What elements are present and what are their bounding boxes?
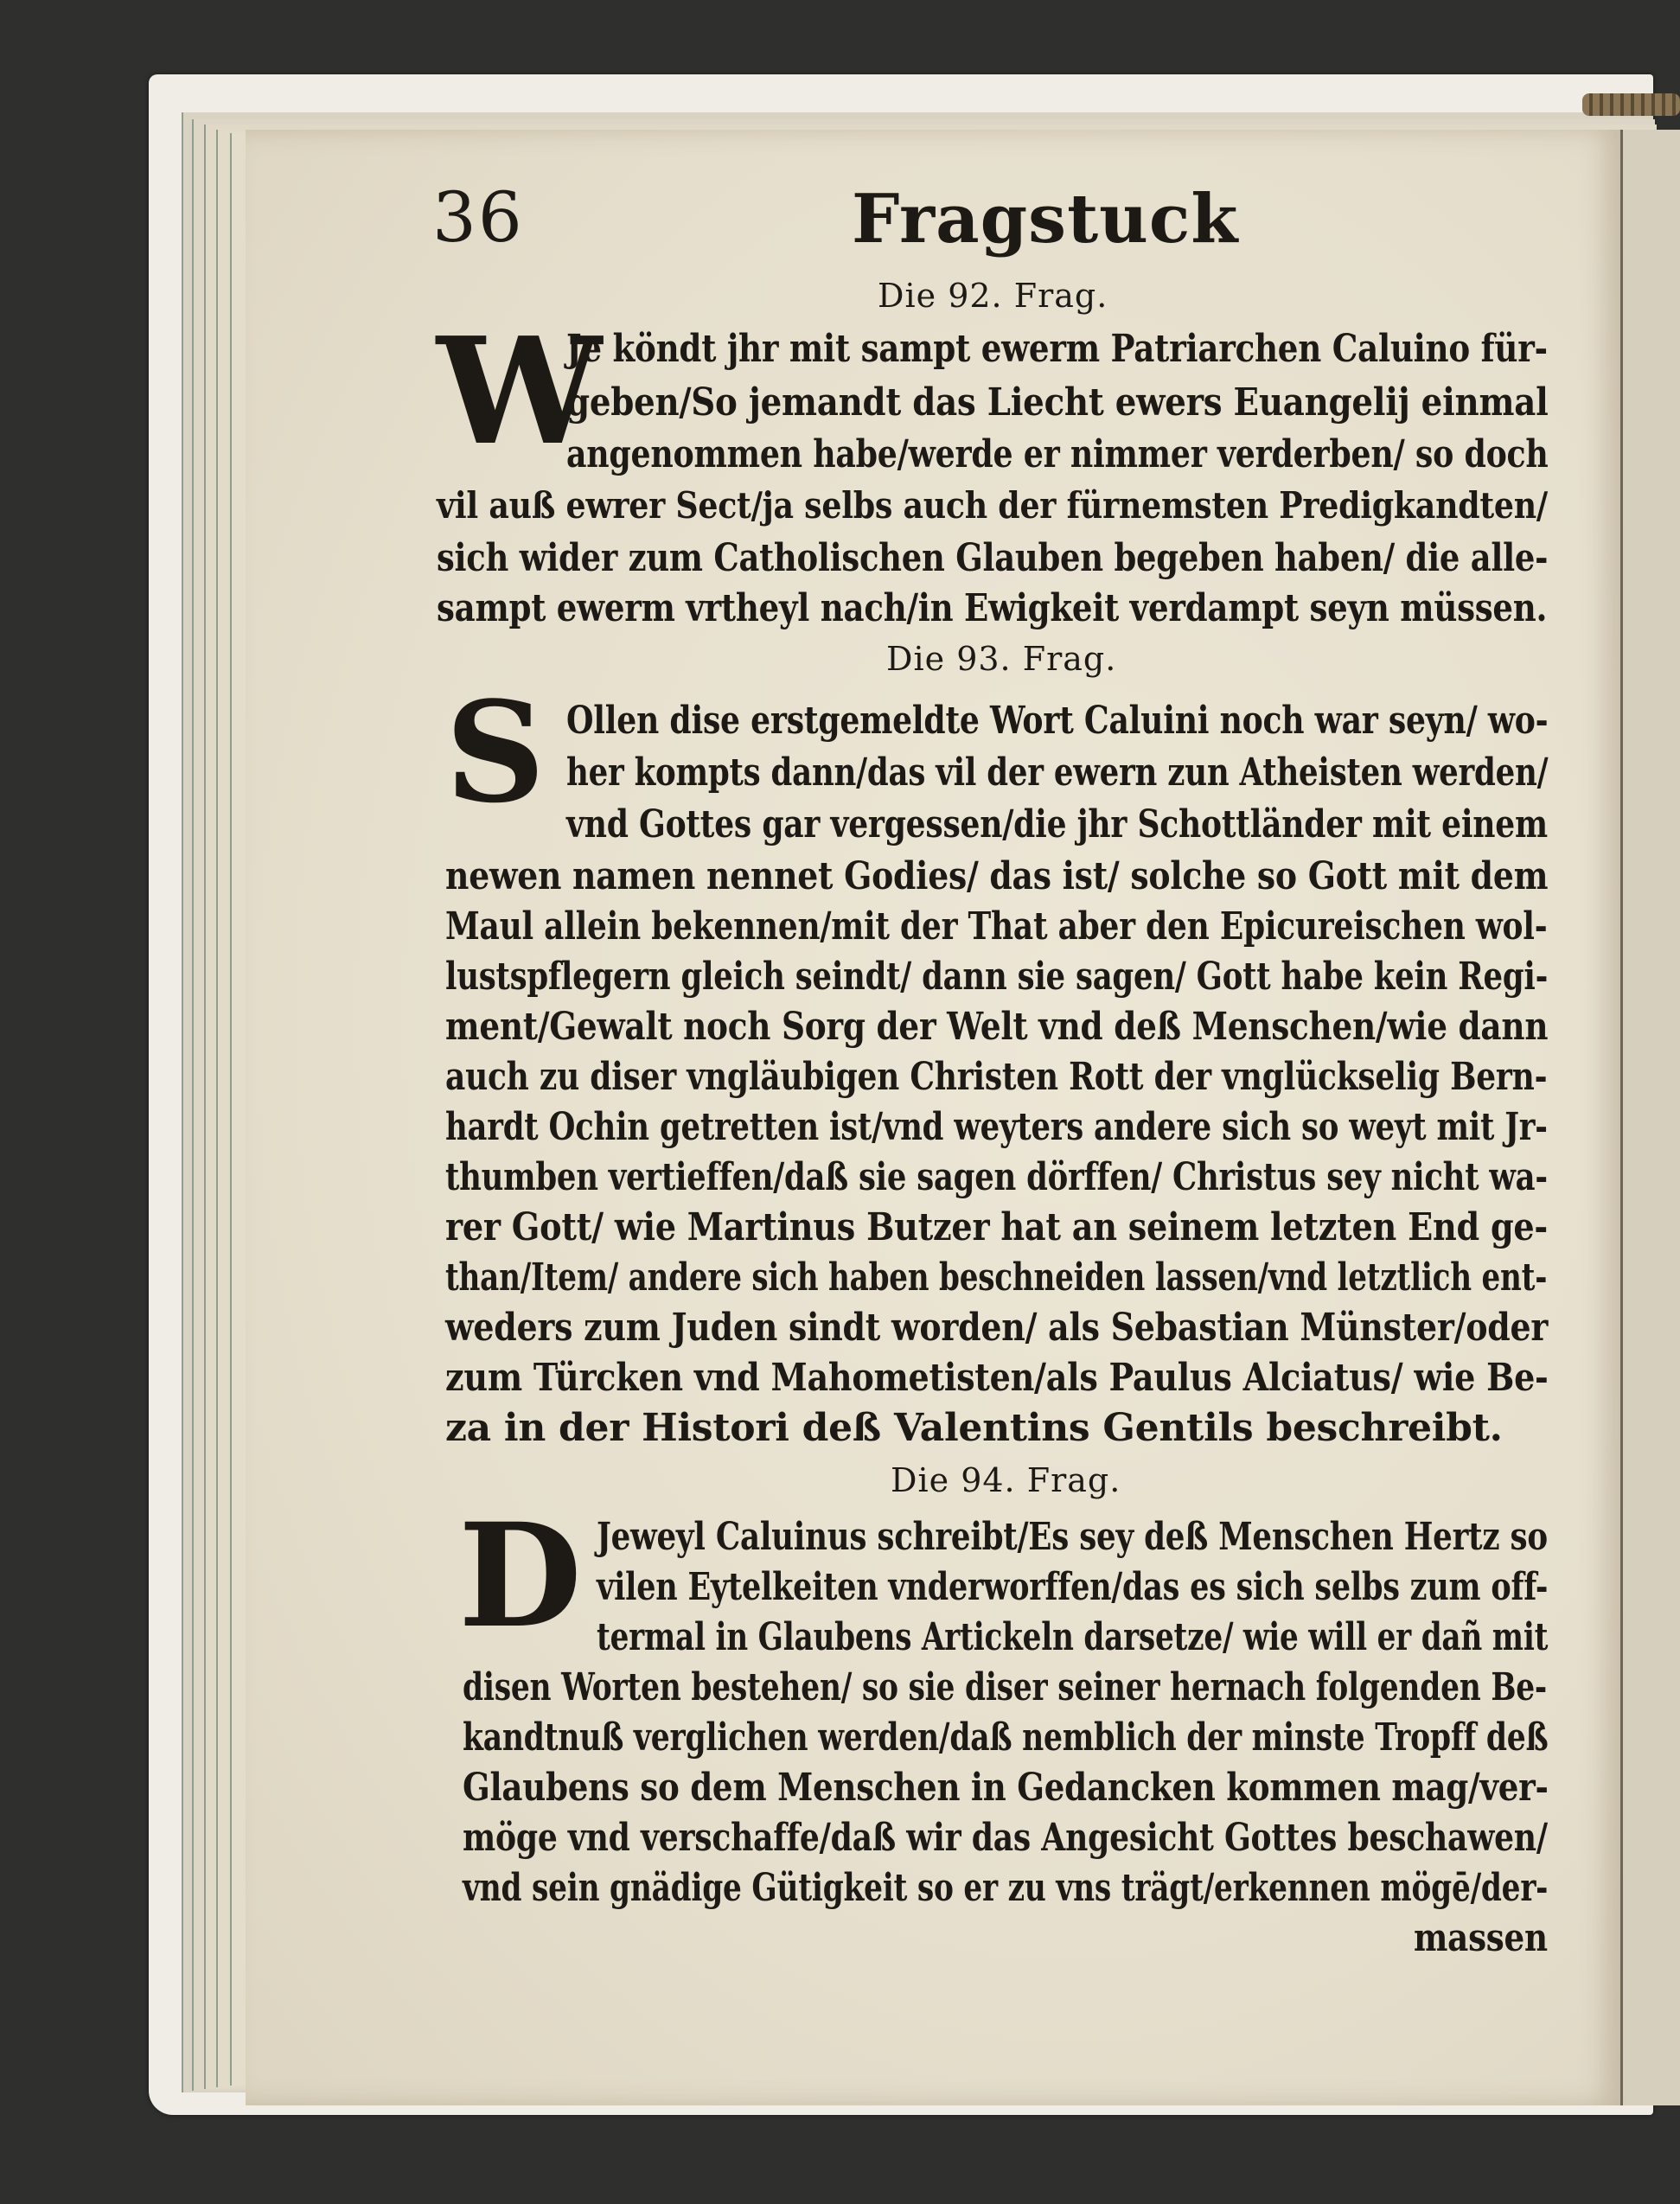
text-line: newen namen nennet Godies/ das ist/ solche so Gott mit dem — [445, 854, 1549, 898]
drop-initial-letter: S — [445, 671, 546, 834]
drop-initial-s — [445, 671, 546, 834]
text-line: disen Worten bestehen/ so sie diser seiner hernach folgenden Be- — [463, 1665, 1547, 1709]
page-number: 36 — [432, 177, 524, 258]
text-line: möge vnd verschaffe/daß wir das Angesicht Gottes beschawen/ — [463, 1816, 1548, 1860]
text-line: geben/So jemandt das Liecht ewers Euangelij einmal — [566, 380, 1549, 425]
drop-initial-d — [458, 1492, 583, 1659]
binding-thread — [1582, 93, 1680, 116]
text-line: sich wider zum Catholischen Glauben begeben haben/ die alle- — [437, 536, 1549, 580]
text-line: Maul allein bekennen/mit der That aber den Epicureischen wol- — [445, 904, 1548, 949]
facing-page-edge — [1620, 130, 1680, 2105]
text-line: hardt Ochin getretten ist/vnd weyters andere sich so weyt mit Jr- — [445, 1105, 1548, 1149]
text-line: sampt ewerm vrtheyl nach/in Ewigkeit verdampt seyn müssen. — [437, 586, 1548, 630]
catchword: massen — [1414, 1916, 1548, 1960]
text-line: Jeweyl Caluinus schreibt/Es sey deß Menschen Hertz so — [597, 1515, 1548, 1559]
text-line: rer Gott/ wie Martinus Butzer hat an seinem letzten End ge- — [445, 1205, 1549, 1249]
text-line: lustspflegern gleich seindt/ dann sie sagen/ Gott habe kein Regi- — [445, 955, 1549, 999]
running-title: Fragstuck — [852, 180, 1239, 259]
drop-initial-letter: D — [458, 1492, 583, 1659]
text-line: vnd Gottes gar vergessen/die jhr Schottländer mit einem — [566, 802, 1548, 846]
text-line: zum Türcken vnd Mahometisten/als Paulus Alciatus/ wie Be- — [445, 1356, 1549, 1400]
text-line: vil auß ewrer Sect/ja selbs auch der fürnemsten Predigkandten/ — [437, 484, 1548, 527]
text-line: termal in Glaubens Artickeln darsetze/ wie will er dañ mit — [597, 1615, 1549, 1659]
text-line: za in der Histori deß Valentins Gentils beschreibt. — [445, 1406, 1503, 1450]
text-line: weders zum Juden sindt worden/ als Sebastian Münster/oder — [445, 1306, 1549, 1350]
drop-initial-letter: W — [437, 305, 602, 478]
text-line: than/Item/ andere sich haben beschneiden lassen/vnd letztlich ent- — [445, 1255, 1548, 1300]
section-heading: Die 93. Frag. — [886, 640, 1117, 678]
text-line: angenommen habe/werde er nimmer verderben/ so doch — [566, 432, 1549, 476]
text-line: ment/Gewalt noch Sorg der Welt vnd deß Menschen/wie dann — [445, 1005, 1549, 1049]
section-heading: Die 94. Frag. — [891, 1461, 1121, 1499]
text-line: thumben vertieffen/daß sie sagen dörffen/ Christus sey nicht wa- — [445, 1155, 1548, 1199]
text-line: vnd sein gnädige Gütigkeit so er zu vns trägt/erkennen mögē/der- — [463, 1866, 1549, 1910]
text-line: Je köndt jhr mit sampt ewerm Patriarchen Caluino für- — [566, 327, 1548, 371]
text-line: Glaubens so dem Menschen in Gedancken kommen mag/ver- — [463, 1766, 1549, 1810]
text-line: Ollen dise erstgemeldte Wort Caluini noch war seyn/ wo- — [566, 699, 1549, 743]
section-heading: Die 92. Frag. — [878, 277, 1108, 315]
text-line: her kompts dann/das vil der ewern zun Atheisten werden/ — [566, 751, 1549, 795]
text-line: vilen Eytelkeiten vnderworffen/das es sich selbs zum off- — [597, 1565, 1549, 1609]
text-line: auch zu diser vngläubigen Christen Rott der vnglückselig Bern- — [445, 1055, 1548, 1099]
text-line: kandtnuß verglichen werden/daß nemblich der minste Tropff deß — [463, 1715, 1549, 1760]
